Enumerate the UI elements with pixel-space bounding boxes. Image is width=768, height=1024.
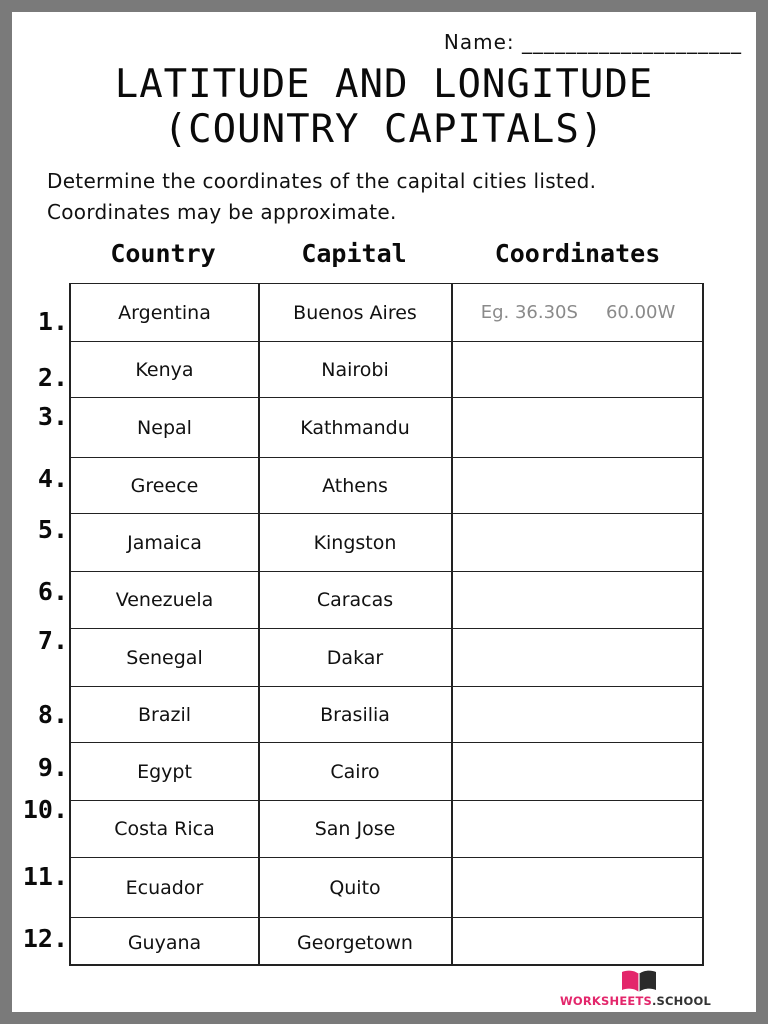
- instructions-line-1: Determine the coordinates of the capital cities listed.: [47, 169, 597, 193]
- capital-cell: Caracas: [316, 589, 394, 611]
- country-cell: Ecuador: [125, 876, 204, 899]
- capital-cell: Kathmandu: [300, 416, 410, 439]
- row-number: 4.: [37, 464, 68, 493]
- capital-cell: Nairobi: [321, 358, 389, 381]
- instructions-line-2: Coordinates may be approximate.: [47, 200, 397, 224]
- table-row: [71, 284, 702, 342]
- country-cell: Argentina: [118, 301, 211, 324]
- logo-text-suffix: .SCHOOL: [651, 994, 711, 1008]
- coordinates-cell[interactable]: [452, 858, 704, 917]
- latitude-value: Eg. 36.30S: [480, 302, 578, 323]
- row-number: 11.: [22, 862, 68, 891]
- logo-text-main: WORKSHEETS: [560, 994, 652, 1008]
- row-number: 7.: [37, 626, 68, 655]
- column-header-coordinates: Coordinates: [494, 239, 661, 268]
- coordinates-cell[interactable]: [452, 572, 704, 628]
- coordinates-cell[interactable]: [452, 514, 704, 571]
- country-cell: Venezuela: [115, 589, 214, 611]
- country-cell: Guyana: [127, 931, 202, 954]
- capital-cell: Kingston: [313, 531, 397, 554]
- longitude-value: 60.00W: [605, 302, 676, 323]
- instructions: [47, 166, 737, 228]
- capital-cell: Dakar: [326, 646, 384, 669]
- table-row: [71, 398, 702, 458]
- table-row: [71, 514, 702, 572]
- coordinates-cell[interactable]: [452, 342, 704, 397]
- capitals-table: [69, 283, 704, 966]
- country-cell: Costa Rica: [114, 818, 215, 840]
- worksheet-page: [12, 12, 756, 1012]
- country-cell: Greece: [130, 474, 199, 497]
- country-cell: Nepal: [137, 416, 192, 439]
- column-header-country: Country: [110, 239, 216, 268]
- capital-cell: Quito: [329, 876, 381, 899]
- table-row: [71, 458, 702, 514]
- table-row: [71, 629, 702, 687]
- coordinates-cell[interactable]: [452, 629, 704, 686]
- title-line-2: (COUNTRY CAPITALS): [163, 107, 605, 152]
- row-number: 8.: [37, 700, 68, 729]
- row-number: 3.: [37, 402, 68, 431]
- coordinates-cell[interactable]: [452, 801, 704, 857]
- worksheets-school-logo: [560, 966, 750, 1010]
- table-header: [12, 239, 756, 279]
- table-row: [71, 743, 702, 801]
- coordinates-cell[interactable]: [452, 284, 704, 341]
- logo-text: [560, 994, 750, 1008]
- coordinates-cell[interactable]: [452, 743, 704, 800]
- row-number: 12.: [22, 924, 68, 953]
- table-row: [71, 918, 702, 967]
- capital-cell: Athens: [322, 474, 388, 497]
- row-number: 2.: [37, 363, 68, 392]
- title-line-1: LATITUDE AND LONGITUDE: [114, 62, 654, 107]
- country-cell: Kenya: [135, 358, 194, 381]
- country-cell: Jamaica: [127, 531, 202, 554]
- open-book-icon: [620, 968, 658, 994]
- table-row: [71, 687, 702, 743]
- coordinates-cell[interactable]: [452, 687, 704, 742]
- page-title: [12, 62, 756, 152]
- capital-cell: Buenos Aires: [293, 301, 417, 324]
- country-cell: Senegal: [126, 646, 203, 669]
- coordinates-cell[interactable]: [452, 458, 704, 513]
- capital-cell: Georgetown: [297, 931, 413, 954]
- capital-cell: Brasilia: [320, 703, 390, 726]
- row-number: 6.: [37, 577, 68, 606]
- table-row: [71, 572, 702, 629]
- table-row: [71, 858, 702, 918]
- country-cell: Brazil: [137, 703, 192, 726]
- capital-cell: San Jose: [314, 818, 396, 840]
- coordinates-cell[interactable]: [452, 918, 704, 967]
- row-number: 1.: [37, 307, 68, 336]
- name-field[interactable]: Name: ____________________: [443, 30, 742, 54]
- coordinates-cell[interactable]: [452, 398, 704, 457]
- row-number: 10.: [22, 795, 68, 824]
- row-number: 5.: [37, 515, 68, 544]
- row-number: 9.: [37, 753, 68, 782]
- table-row: [71, 801, 702, 858]
- table-row: [71, 342, 702, 398]
- capital-cell: Cairo: [330, 760, 380, 783]
- country-cell: Egypt: [137, 760, 192, 783]
- column-header-capital: Capital: [301, 239, 407, 268]
